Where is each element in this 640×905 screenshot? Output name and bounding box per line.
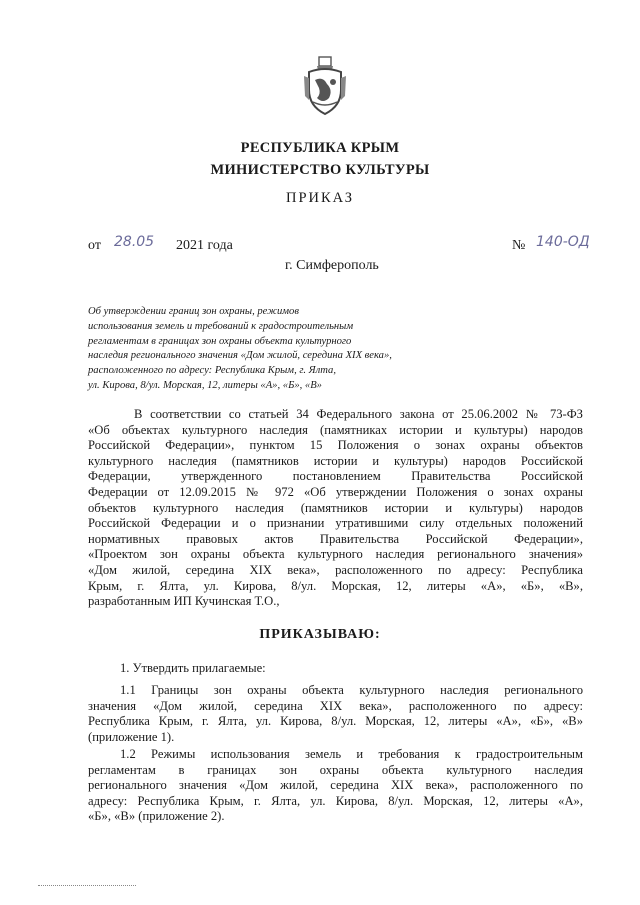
preamble-line: «Об объектах культурного наследия (памятниках истории и культуры) народов <box>88 422 583 437</box>
subject-line: Об утверждении границ зон охраны, режимов <box>88 306 299 317</box>
item-1-1-line: значения «Дом жилой, середина XIX века», расположенного по адресу: <box>88 698 583 713</box>
subject-line: использования земель и требований к градостроительным <box>88 320 354 332</box>
item-1-1 <box>88 683 583 745</box>
number-prefix: № <box>512 238 526 253</box>
preamble-line: Российской Федерации и о признании утратившими силу отдельных положений <box>88 516 583 531</box>
subject-line: регламентам в границах зон охраны объекта культурного <box>88 335 352 347</box>
preamble-line: Федерации от 12.09.2015 № 972 «Об утверждении Положения о зонах охраны <box>88 484 583 499</box>
number-handwritten: 140-ОД <box>536 234 590 250</box>
preamble-line: «Дом жилой, середина XIX века», расположенного по адресу: Республика <box>88 562 583 577</box>
item-1-1-line: 1.1 Границы зон охраны объекта культурного наследия регионального <box>120 683 583 697</box>
preamble-line: разработанным ИП Кучинская Т.О., <box>88 594 280 609</box>
item-1-1-line: Республика Крым, г. Ялта, ул. Кирова, 8/ул. Морская, 12, литеры «А», «Б», «В» <box>88 714 583 729</box>
date-handwritten: 28.05 <box>114 234 155 250</box>
item-1-2-line: 1.2 Режимы использования земель и требования к градостроительным <box>120 747 583 761</box>
date-year: 2021 года <box>176 238 233 253</box>
item-1-2-line: регионального значения «Дом жилой, середина XIX века», расположенного по <box>88 778 583 793</box>
preamble-line: Российской Федерации», пунктом 15 Положения о зонах охраны объектов <box>88 438 583 453</box>
item-1-2-line: регламентам в границах зон охраны объекта культурного наследия <box>88 762 583 777</box>
item-1-1-line: (приложение 1). <box>88 729 175 744</box>
preamble-line: нормативных правовых актов Правительства Российской Федерации», <box>88 531 583 546</box>
subject-block <box>88 305 468 394</box>
preamble-paragraph <box>88 407 583 610</box>
preamble-line: Федерации, утвержденного постановлением Правительства Российской <box>88 469 583 484</box>
republic-name: РЕСПУБЛИКА КРЫМ <box>240 140 400 156</box>
footer-rule <box>38 885 136 886</box>
document-type: ПРИКАЗ <box>285 190 355 206</box>
order-heading: ПРИКАЗЫВАЮ: <box>259 627 381 642</box>
preamble-line: «Проектом зон охраны объекта культурного наследия регионального значения» <box>88 547 583 562</box>
item-1 <box>88 661 583 677</box>
subject-line: наследия регионального значения «Дом жилой, середина XIX века», <box>88 350 392 362</box>
coat-of-arms-icon <box>303 56 347 116</box>
preamble-line: объектов культурного наследия (памятников истории и культуры) народов <box>88 500 583 515</box>
preamble-line: культурного наследия (памятников истории и культуры) народов Российской <box>88 453 583 468</box>
preamble-line: Крым, г. Ялта, ул. Кирова, 8/ул. Морская, 12, литеры «А», «Б», «В», <box>88 578 583 593</box>
city: г. Симферополь <box>285 258 379 273</box>
item-1-text: 1. Утвердить прилагаемые: <box>120 661 266 675</box>
preamble-line: В соответствии со статьей 34 Федерального закона от 25.06.2002 № 73-ФЗ <box>134 407 583 421</box>
subject-line: расположенного по адресу: Республика Крым, г. Ялта, <box>88 365 336 377</box>
item-1-2 <box>88 747 583 825</box>
item-1-2-line: «Б», «В» (приложение 2). <box>88 809 225 824</box>
date-prefix: от <box>88 238 101 253</box>
item-1-2-line: адресу: Республика Крым, г. Ялта, ул. Кирова, 8/ул. Морская, 12, литеры «А», <box>88 793 583 808</box>
subject-line: ул. Кирова, 8/ул. Морская, 12, литеры «А», «Б», «В» <box>88 379 322 391</box>
ministry-name: МИНИСТЕРСТВО КУЛЬТУРЫ <box>210 162 430 178</box>
